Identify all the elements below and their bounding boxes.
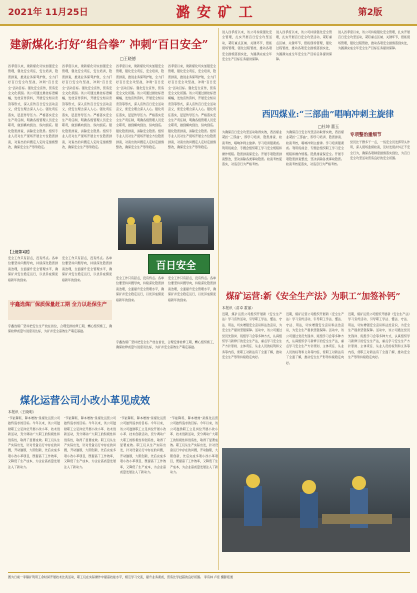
photo-helmet-1 (127, 217, 135, 225)
left-low-body-4: 安全工作只有起点，没有终点。各单位要坚持问题导向，持续深化隐患排查治理，全面提升安全管理水平，确保矿井安全稳定运行，以优异成绩迎接新年的到来。 (168, 276, 216, 302)
article-title-yuxin: 宇鑫选煤厂保质保量赶工期 全力以赴保生产 (10, 302, 107, 308)
article-body-jianxin-col4: 四季度以来，建新煤化切实加强安全管理，强化安全责任，安全培训，隐患排查，推进业务保驾护航，全力打好百日安全攻坚战，冲刺“百日安全”活动目标。强化安全宣传，营造安全文化氛围。该公司通过悬挂标语横幅，发放宣传资料，开展安全知识竞答等形式，深入宣传百日安全活动意义，使安全理念深入人心。强化责任落实，层层传导压力。严格落实安全生产责任制，明确各级管理人员安全职责，做到横向到边、纵向到底。强化隐患排查，消除安全隐患。组织专业人员对生产现场开展全方位隐患排查，对查出的问题定人定时定措施整改，确保安全生产形势稳定。 (168, 64, 216, 150)
article-body-coalops-col3: 近期，煤矿运营公司组织开展新《安全生产法》学习宣传活动，引导职工学法、懂法、守法、用法，切实增强安全意识和法治意识，为安全生产提供坚强保障。活动中，该公司通过党员先锋岗、班组学习会等多种方式，认真组织学习新修订的安全生产法，重点学习安全生产方针原则、主体责任、从业人员的权利和义务等内容，使职工对新法有了全面了解，推动安全生产形势持续稳定向好。 (348, 312, 410, 360)
photo-helmet-b (302, 480, 316, 494)
article-body-meihua-col1: “节能降耗、降本增效”是煤化运营公司始终追求的目标。今年以来，该公司鼓励职工立足岗位开展小改小革、技术创新活动，充分调动广大职工的积极性和创造性，取得了显著成效。职工们从生产实际出发，针对设备运行中存在的问题，开动脑筋，大胆创新，先后完成多项小改小革项目，既提高了工作效率，又降低了生产成本，为企业高质量发展注入了新动力。 (8, 416, 60, 469)
article-body-meihua-col3: “节能降耗、降本增效”是煤化运营公司始终追求的目标。今年以来，该公司鼓励职工立足岗位开展小改小革、技术创新活动，充分调动广大职工的积极性和创造性，取得了显著成效。职工们从生产实际出发，针对设备运行中存在的问题，开动脑筋，大胆创新，先后完成多项小改小革项目，既提高了工作效率，又降低了生产成本，为企业高质量发展注入了新动力。 (120, 416, 166, 475)
photo-rail (322, 514, 392, 524)
article-title-xisi: 西四煤业:“三部曲”唱响冲刺主旋律 (262, 110, 394, 120)
bottom-caption: 图为日前一李镇矿利用工余时间开展技术比武活动，职工们在实际操作中提高技能水平，相互学习交流，提升业务素质，营造比学赶超的良好氛围。 李有林 卢佳 摄影报道 (8, 575, 233, 579)
article-body-xisi-col1: 为确保百日安全攻坚活动取得实效，西四煤业紧扣“三部曲”，即学习培训、隐患排查、检查考核，唱响冲刺主旋律。学习培训强素质。利用班前会、专题会组织职工学习安全规程和操作规程。隐患排查保安全。开展专项隐患排查整治，坚决消除各类事故隐患。检查考核促落实，对违章行为严格考核。 (222, 130, 282, 167)
photo-figure-2 (152, 222, 162, 244)
left-low-body-2: 安全工作只有起点，没有终点。各单位要坚持问题导向，持续深化隐患排查治理，全面提升安全管理水平，确保矿井安全稳定运行，以优异成绩迎接新年的到来。 (62, 256, 112, 282)
article-body-meihua-col2: “节能降耗、降本增效”是煤化运营公司始终追求的目标。今年以来，该公司鼓励职工立足岗位开展小改小革、技术创新活动，充分调动广大职工的积极性和创造性，取得了显著成效。职工们从生产实际出发，针对设备运行中存在的问题，开动脑筋，大胆创新，先后完成多项小改小革项目，既提高了工作效率，又降低了生产成本，为企业高质量发展注入了新动力。 (64, 416, 116, 469)
left-low-body-1: 安全工作只有起点，没有终点。各单位要坚持问题导向，持续深化隐患排查治理，全面提升安全管理水平，确保矿井安全稳定运行，以优异成绩迎接新年的到来。 (8, 256, 58, 282)
issue-date: 2021年 11月25日 (8, 8, 89, 18)
byline-jianxin: □王晓德 (120, 56, 136, 61)
article-body-jianxin-col3: 四季度以来，建新煤化切实加强安全管理，强化安全责任，安全培训，隐患排查，推进业务保驾护航，全力打好百日安全攻坚战，冲刺“百日安全”活动目标。强化安全宣传，营造安全文化氛围。该公司通过悬挂标语横幅，发放宣传资料，开展安全知识竞答等形式，深入宣传百日安全活动意义，使安全理念深入人心。强化责任落实，层层传导压力。严格落实安全生产责任制，明确各级管理人员安全职责，做到横向到边、纵向到底。强化隐患排查，消除安全隐患。组织专业人员对生产现场开展全方位隐患排查，对查出的问题定人定时定措施整改，确保安全生产形势稳定。 (116, 64, 164, 150)
right-mid-body: 党员比干群多干一点，一线安全员发挥带头作用，深入现场监督检查，及时发现并纠正不安全行为，确保各项制度措施落实到位，为百日安全攻坚活动营造良好的安全氛围。 (350, 140, 410, 161)
caption-rule (8, 572, 410, 573)
photo-helmet-2 (153, 215, 161, 223)
subheading-right: 专项整治重细节 (350, 133, 382, 138)
column-divider (218, 28, 219, 570)
photo-equipment (178, 226, 208, 244)
byline-meihua: 本报讯（王晓明） (8, 410, 36, 414)
byline-coalops: 本报讯（苗卓 霍丽） (222, 306, 255, 310)
article-body-xisi-col2: 为确保百日安全攻坚活动取得实效，西四煤业紧扣“三部曲”，即学习培训、隐患排查、检查考核，唱响冲刺主旋律。学习培训强素质。利用班前会、专题会组织职工学习安全规程和操作规程。隐患排查保安全。开展专项隐患排查整治，坚决消除各类事故隐患。检查考核促落实，对违章行为严格考核。 (286, 130, 344, 167)
photo-helmet-a (246, 474, 260, 488)
right-top-body-2: 进入四季度以来，该公司持续强化安全管理，扎实开展百日安全攻坚活动，紧盯重点区域、关键环节，狠抓现场管理，强化过程管控，推动各项安全措施落到实处，为圆满完成全年安全生产目标任务提供保障。 (276, 30, 332, 62)
article-body-coalops-col2: 近期，煤矿运营公司组织开展新《安全生产法》学习宣传活动，引导职工学法、懂法、守法、用法，切实增强安全意识和法治意识，为安全生产提供坚强保障。活动中，该公司通过党员先锋岗、班组学习会等多种方式，认真组织学习新修订的安全生产法，重点学习安全生产方针原则、主体责任、从业人员的权利和义务等内容，使职工对新法有了全面了解，推动安全生产形势持续稳定向好。 (286, 312, 344, 365)
photo-skill-contest-art (222, 448, 410, 552)
photo-worker-1 (244, 486, 262, 526)
article-body-jianxin-col2: 四季度以来，建新煤化切实加强安全管理，强化安全责任，安全培训，隐患排查，推进业务保驾护航，全力打好百日安全攻坚战，冲刺“百日安全”活动目标。强化安全宣传，营造安全文化氛围。该公司通过悬挂标语横幅，发放宣传资料，开展安全知识竞答等形式，深入宣传百日安全活动意义，使安全理念深入人心。强化责任落实，层层传导压力。严格落实安全生产责任制，明确各级管理人员安全职责，做到横向到边、纵向到底。强化隐患排查，消除安全隐患。组织专业人员对生产现场开展全方位隐患排查，对查出的问题定人定时定措施整改，确保安全生产形势稳定。 (62, 64, 112, 150)
photo-helmet-c (352, 476, 366, 490)
newspaper-logo: 潞 安 矿 工 (176, 5, 254, 21)
byline-xisi: □杜坤 董玉 (318, 124, 340, 129)
continued-marker: 【上接第1版】 (8, 250, 32, 254)
photo-figure-1 (126, 224, 136, 244)
photo-safety-drill (118, 198, 214, 250)
article-body-meihua-col4: “节能降耗、降本增效”是煤化运营公司始终追求的目标。今年以来，该公司鼓励职工立足岗位开展小改小革、技术创新活动，充分调动广大职工的积极性和创造性，取得了显著成效。职工们从生产实际出发，针对设备运行中存在的问题，开动脑筋，大胆创新，先后完成多项小改小革项目，既提高了工作效率，又降低了生产成本，为企业高质量发展注入了新动力。 (170, 416, 218, 475)
article-title-jianxin: 建新煤化:打好“组合拳” 冲刺“百日安全” (10, 38, 209, 51)
article-title-meihua: 煤化运营公司小改小革见成效 (20, 396, 150, 407)
article-body-jianxin-col1: 四季度以来，建新煤化切实加强安全管理，强化安全责任，安全培训，隐患排查，推进业务保驾护航，全力打好百日安全攻坚战，冲刺“百日安全”活动目标。强化安全宣传，营造安全文化氛围。该公司通过悬挂标语横幅，发放宣传资料，开展安全知识竞答等形式，深入宣传百日安全活动意义，使安全理念深入人心。强化责任落实，层层传导压力。严格落实安全生产责任制，明确各级管理人员安全职责，做到横向到边、纵向到底。强化隐患排查，消除安全隐患。组织专业人员对生产现场开展全方位隐患排查，对查出的问题定人定时定措施整改，确保安全生产形势稳定。 (8, 64, 58, 150)
photo-skill-contest (222, 448, 410, 552)
article-body-yuxin: 宇鑫选煤厂坚持把安全生产放在首位，合理安排检修工期，精心组织施工，确保检修质量与进度双达标，为矿井安全高效生产奠定基础。 (8, 324, 112, 334)
right-top-body-3: 进入四季度以来，该公司持续强化安全管理，扎实开展百日安全攻坚活动，紧盯重点区域、关键环节，狠抓现场管理，强化过程管控，推动各项安全措施落到实处，为圆满完成全年安全生产目标任务提供保障。 (338, 30, 410, 51)
page-number: 第2版 (358, 8, 383, 18)
article-body-coalops-col1: 近期，煤矿运营公司组织开展新《安全生产法》学习宣传活动，引导职工学法、懂法、守法、用法，切实增强安全意识和法治意识，为安全生产提供坚强保障。活动中，该公司通过党员先锋岗、班组学习会等多种方式，认真组织学习新修订的安全生产法，重点学习安全生产方针原则、主体责任、从业人员的权利和义务等内容，使职工对新法有了全面了解，推动安全生产形势持续稳定向好。 (222, 312, 282, 360)
article-body-yuxin-2: 宇鑫选煤厂坚持把安全生产放在首位，合理安排检修工期，精心组织施工，确保检修质量与进度双达标，为矿井安全高效生产奠定基础。 (116, 340, 216, 350)
article-title-coalops: 煤矿运营:新《安全生产法》为职工“加签补钙” (226, 292, 401, 302)
right-top-body-1: 进入四季度以来，该公司持续强化安全管理，扎实开展百日安全攻坚活动，紧盯重点区域、关键环节，狠抓现场管理，强化过程管控，推动各项安全措施落到实处，为圆满完成全年安全生产目标任务提供保障。 (222, 30, 272, 62)
left-low-body-3: 安全工作只有起点，没有终点。各单位要坚持问题导向，持续深化隐患排查治理，全面提升安全管理水平，确保矿井安全稳定运行，以优异成绩迎接新年的到来。 (116, 276, 164, 302)
badge-label: 百日安全 (156, 261, 196, 272)
photo-worker-2 (300, 492, 318, 528)
photo-safety-drill-art (118, 198, 214, 250)
